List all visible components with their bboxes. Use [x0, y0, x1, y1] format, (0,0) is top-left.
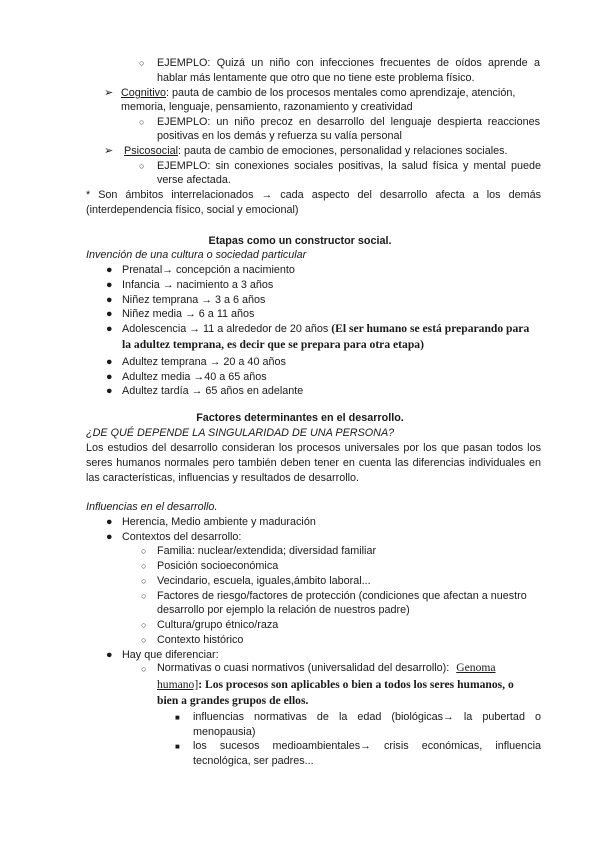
interrelation-note-line-1: * Son ámbitos interrelacionados → cada aspecto del desarrollo afecta a los demás — [86, 189, 541, 201]
circle-bullet-icon: ○ — [141, 620, 147, 630]
contexto-item-vecindario: Vecindario, escuela, iguales,ámbito laboral... — [157, 575, 371, 587]
genoma-explanation-1: : Los procesos son aplicables o bien a todos los seres humanos, o — [198, 678, 514, 691]
sub-item-edad-line-2: menopausia) — [193, 726, 256, 738]
etapa-item: Adultez temprana → 20 a 40 años — [122, 356, 286, 368]
bullet-icon: ● — [106, 385, 113, 397]
bullet-icon: ● — [106, 279, 113, 291]
contexto-item-posicion: Posición socioeconómica — [157, 560, 279, 572]
herencia-item: Herencia, Medio ambiente y maduración — [122, 516, 316, 528]
genoma-term-part-1: Genoma — [456, 661, 496, 674]
contexto-item-historico: Contexto histórico — [157, 634, 244, 646]
sub-item-sucesos-line-2: tecnológica, ser padres... — [193, 755, 314, 767]
psicosocial-definition: : pauta de cambio de emociones, personalidad y relaciones sociales. — [178, 145, 508, 157]
ejemplo-3-line-2: verse afectada. — [157, 174, 231, 186]
circle-bullet-icon: ○ — [139, 161, 145, 171]
normativas-line-3: bien a grandes grupos de ellos. — [157, 694, 309, 707]
contexto-item-factores-line-1: Factores de riesgo/factores de protección (condiciones que afectan a nuestro — [157, 590, 527, 602]
normativas-text: Normativas o cuasi normativos (universalidad del desarrollo): — [157, 662, 450, 674]
cognitivo-definition: : pauta de cambio de los procesos mentales como aprendizaje, atención, — [166, 87, 516, 99]
factores-paragraph-line-3: las características, influencias y resultados de desarrollo. — [86, 472, 360, 484]
cognitivo-term: Cognitivo — [121, 87, 167, 99]
etapa-item: Prenatal→ concepción a nacimiento — [122, 264, 295, 276]
ejemplo-2-line-1: EJEMPLO: un niño precoz en desarrollo del lenguaje despierta reacciones — [157, 116, 540, 128]
circle-bullet-icon: ○ — [139, 117, 145, 127]
circle-bullet-icon: ○ — [141, 546, 147, 556]
bullet-icon: ● — [106, 264, 113, 276]
square-bullet-icon: ■ — [175, 742, 180, 751]
adolescencia-note-line-1: (El ser humano se está preparando para — [331, 322, 530, 335]
bullet-icon: ● — [106, 649, 113, 661]
ejemplo-1-line-2: hablar más lentamente que otro que no tiene este problema físico. — [157, 72, 475, 84]
sub-item-edad-line-1: influencias normativas de la edad (biológicas→ la pubertad o — [193, 711, 541, 723]
psicosocial-line — [124, 144, 508, 158]
factores-paragraph-line-2: seres humanos normales pero también deben tener en cuenta las diferencias individuales en — [86, 457, 541, 469]
contexto-item-cultura: Cultura/grupo étnico/raza — [157, 619, 279, 631]
circle-bullet-icon: ○ — [141, 561, 147, 571]
influencias-subtitle: Influencias en el desarrollo. — [86, 501, 218, 513]
bullet-icon: ● — [106, 371, 113, 383]
ejemplo-1-line-1: EJEMPLO: Quizá un niño con infecciones frecuentes de oídos aprende a — [157, 57, 540, 69]
etapas-subtitle: Invención de una cultura o sociedad particular — [86, 249, 307, 261]
singularidad-question: ¿DE QUÉ DEPENDE LA SINGULARIDAD DE UNA PERSONA? — [86, 427, 395, 439]
circle-bullet-icon: ○ — [139, 58, 145, 68]
cognitivo-line-1 — [121, 86, 541, 100]
etapa-item: Infancia → nacimiento a 3 años — [122, 279, 274, 291]
sub-item-sucesos-line-1: los sucesos medioambientales→ crisis económicas, influencia — [193, 740, 541, 752]
circle-bullet-icon: ○ — [141, 635, 147, 645]
bullet-icon: ● — [106, 308, 113, 320]
etapa-adolescencia-text: Adolescencia → 11 a alrededor de 20 años — [122, 323, 329, 335]
etapa-item: Adultez media →40 a 65 años — [122, 371, 267, 383]
etapa-item-adolescencia — [122, 322, 529, 336]
contextos-label: Contextos del desarrollo: — [122, 531, 242, 543]
bullet-icon: ● — [106, 516, 113, 528]
etapa-item: Niñez temprana → 3 a 6 años — [122, 294, 266, 306]
ejemplo-2-line-2: positivas en los demás y refuerza su valía personal — [157, 130, 402, 142]
bullet-icon: ● — [106, 294, 113, 306]
interrelation-note-line-2: (interdependencia físico, social y emocional) — [86, 204, 299, 216]
normativas-line-1 — [157, 661, 496, 675]
factores-paragraph-line-1: Los estudios del desarrollo consideran los procesos universales por los que pasan todos los — [86, 442, 541, 454]
bullet-icon: ● — [106, 323, 113, 335]
ejemplo-3-line-1: EJEMPLO: sin conexiones sociales positivas, la salud física y mental puede — [157, 160, 541, 172]
etapa-item: Adultez tardía → 65 años en adelante — [122, 385, 304, 397]
arrowhead-bullet-icon: ➢ — [104, 145, 114, 157]
etapas-heading: Etapas como un constructor social. — [208, 235, 392, 247]
circle-bullet-icon: ○ — [141, 576, 147, 586]
diferenciar-label: Hay que diferenciar: — [122, 649, 219, 661]
genoma-term-part-2: humano] — [157, 678, 199, 691]
factores-heading: Factores determinantes en el desarrollo. — [196, 412, 404, 424]
bullet-icon: ● — [106, 356, 113, 368]
normativas-line-2 — [157, 678, 514, 692]
psicosocial-term: Psicosocial — [124, 145, 179, 157]
circle-bullet-icon: ○ — [141, 664, 147, 674]
contexto-item-factores-line-2: desarrollo por ejemplo la relación de nuestros padre) — [157, 604, 410, 616]
adolescencia-note-line-2: la adultez temprana, es decir que se prepara para otra etapa) — [122, 338, 424, 351]
contexto-item-familia: Familia: nuclear/extendida; diversidad familiar — [157, 545, 377, 557]
cognitivo-line-2: memoria, lenguaje, pensamiento, razonamiento y creatividad — [121, 101, 413, 113]
square-bullet-icon: ■ — [175, 713, 180, 722]
arrowhead-bullet-icon: ➢ — [104, 87, 114, 99]
bullet-icon: ● — [106, 531, 113, 543]
circle-bullet-icon: ○ — [141, 591, 147, 601]
etapa-item: Niñez media → 6 a 11 años — [122, 308, 255, 320]
